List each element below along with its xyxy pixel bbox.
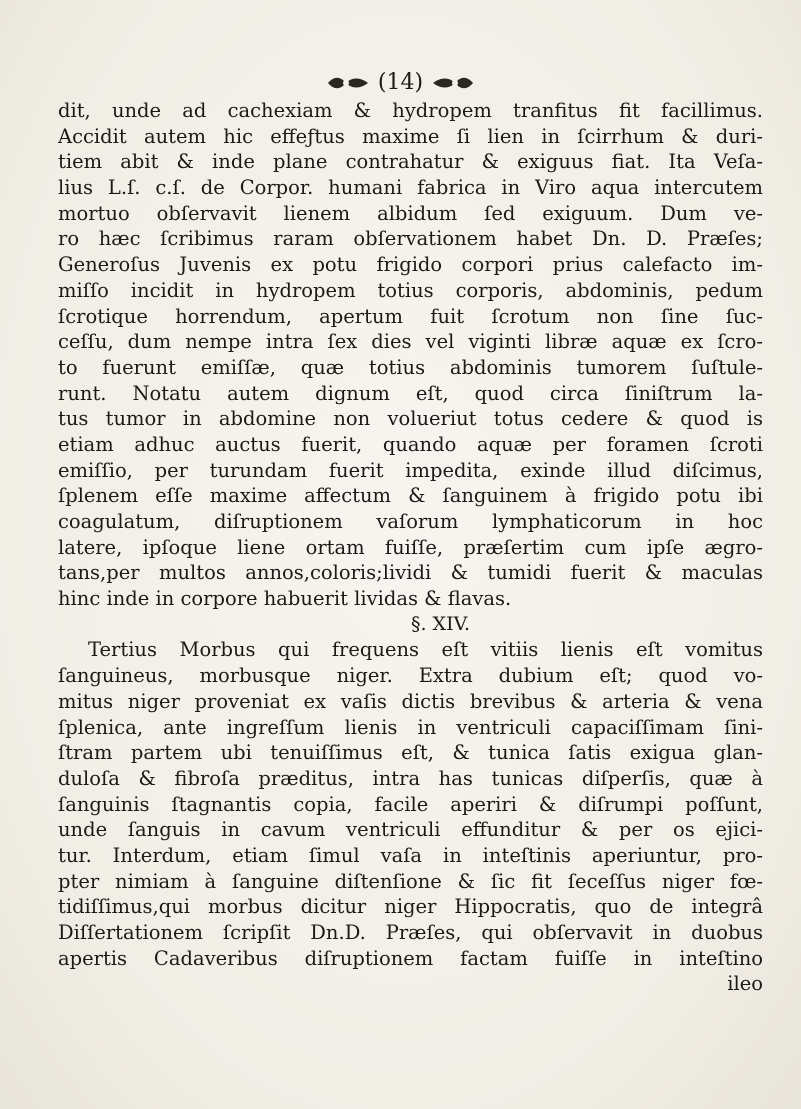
right-ornament-icon — [431, 74, 475, 92]
text-line: duloſa & fibroſa præditus, intra has tunicas diſperſis, quæ à — [58, 766, 763, 790]
text-line: tiem abit & inde plane contrahatur & exiguus fiat. Ita Veſa- — [58, 150, 763, 174]
text-line: tus tumor in abdomine non volueriut totus cedere & quod is — [58, 407, 763, 431]
text-line: Tertius Morbus qui frequens eſt vitiis lienis eſt vomitus — [88, 638, 763, 662]
text-line: ſtram partem ubi tenuiſſimus eſt, & tunica ſatis exigua glan- — [58, 741, 763, 765]
body-text — [58, 98, 763, 997]
text-line: ro hæc ſcribimus raram obſervationem habet Dn. D. Præſes; — [58, 227, 763, 251]
text-line: miſſo incidit in hydropem totius corporis, abdominis, pedum — [58, 278, 763, 302]
text-line: runt. Notatu autem dignum eſt, quod circa ſiniſtrum la- — [58, 381, 763, 405]
text-line: emiſſio, per turundam fuerit impedita, exinde illud diſcimus, — [58, 458, 763, 482]
text-line: latere, ipſoque liene ortam fuiſſe, præſertim cum ipſe ægro- — [58, 535, 763, 559]
text-line: ſcrotique horrendum, apertum fuit ſcrotum non ſine ſuc- — [58, 304, 763, 328]
section-heading: §. XIV. — [410, 612, 471, 635]
text-line: Generoſus Juvenis ex potu frigido corpori prius calefacto im- — [58, 253, 763, 277]
text-line: hinc inde in corpore habuerit lividas & flavas. — [58, 587, 512, 611]
text-line: unde ſanguis in cavum ventriculi effunditur & per os ejici- — [58, 818, 763, 842]
text-line: apertis Cadaveribus diſruptionem factam fuiſſe in inteſtino — [58, 946, 763, 970]
text-line: pter nimiam à ſanguine diſtenſione & ſic fit ſeceſſus niger fœ- — [58, 869, 763, 893]
text-line: lius L.ſ. c.ſ. de Corpor. humani fabrica in Viro aqua intercutem — [58, 176, 763, 200]
text-line: Accidit autem hic effeƒtus maxime ſi lien in ſcirrhum & duri- — [58, 124, 763, 148]
text-line: tidiſſimus,qui morbus dicitur niger Hippocratis, quo de integrâ — [58, 895, 763, 919]
text-line: ſplenem eſſe maxime affectum & ſanguinem à frigido potu ibi — [58, 484, 763, 508]
text-line: mitus niger proveniat ex vaſis dictis brevibus & arteria & vena — [58, 689, 763, 713]
catchword: ileo — [727, 972, 763, 996]
text-line: ceſſu, dum nempe intra ſex dies vel viginti libræ aquæ ex ſcro- — [58, 330, 763, 354]
text-line: etiam adhuc auctus fuerit, quando aquæ per foramen ſcroti — [58, 432, 763, 456]
text-line: tans,per multos annos,coloris;lividi & tumidi fuerit & maculas — [58, 561, 763, 585]
text-line: to fuerunt emiſſæ, quæ totius abdominis tumorem ſuſtule- — [58, 355, 763, 379]
text-line: ſplenica, ante ingreſſum lienis in ventriculi capaciſſimam ſini- — [58, 715, 763, 739]
text-line: dit, unde ad cachexiam & hydropem tranfitus fit facillimus. — [58, 99, 763, 122]
page-number: (14) — [377, 70, 424, 95]
text-line: ſanguinis ſtagnantis copia, facile aperiri & diſrumpi poſſunt, — [58, 792, 763, 816]
text-line: ſanguineus, morbusque niger. Extra dubium eſt; quod vo- — [58, 664, 763, 688]
text-line: tur. Interdum, etiam ſimul vaſa in inteſtinis aperiuntur, pro- — [58, 843, 763, 867]
left-ornament-icon — [326, 74, 370, 92]
text-line: mortuo obſervavit lienem albidum ſed exiguum. Dum ve- — [58, 201, 763, 225]
text-line: coagulatum, diſruptionem vaſorum lymphaticorum in hoc — [58, 510, 763, 533]
page-header — [0, 70, 801, 96]
text-line: Diſſertationem ſcripſit Dn.D. Præſes, qui obſervavit in duobus — [58, 921, 763, 944]
